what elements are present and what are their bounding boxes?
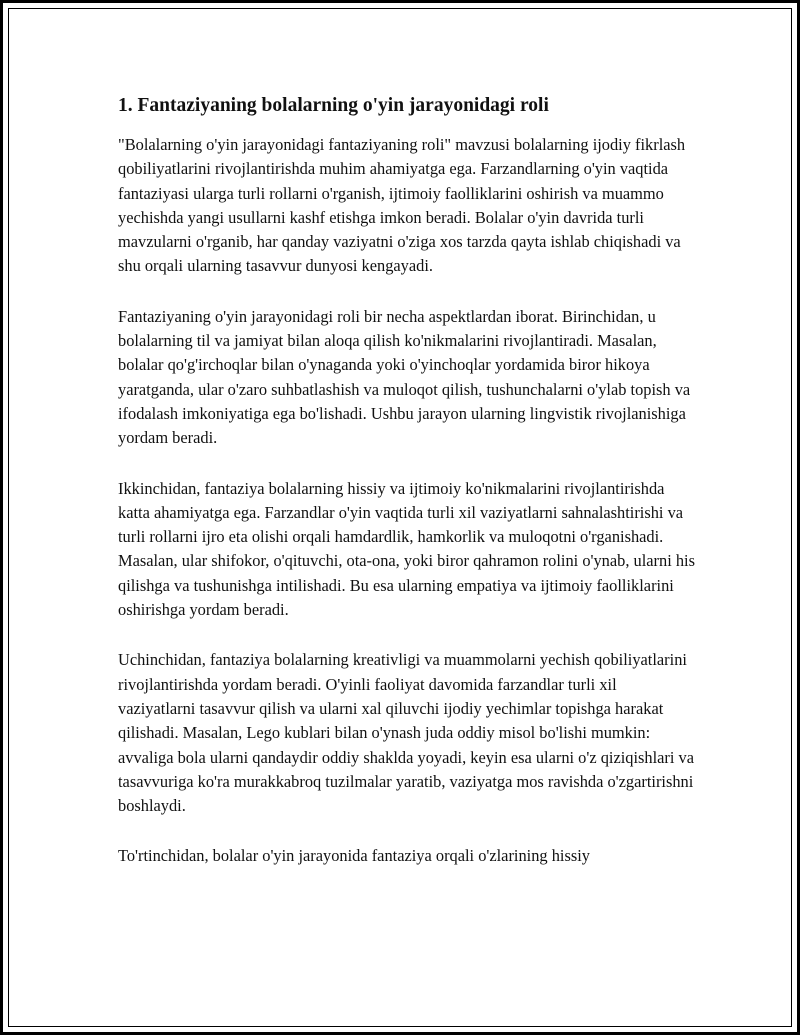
paragraph-second-aspect: Ikkinchidan, fantaziya bolalarning hissiy va ijtimoiy ko'nikmalarini rivojlantirishda katta ahamiyatga ega. Farzandlar o'yin vaqtida turli xil vaziyatlarni sahnalashtirishi va turli rollarni ijro eta olishi orqali hamdardlik, hamkorlik va muloqotni o'rganishadi. Masalan, ular shifokor, o'qituvchi, ota-ona, yoki biror qahramon rolini o'ynab, ularni his qilishga va tushunishga intilishadi. Bu esa ularning empatiya va ijtimoiy faolliklarini oshirishga yordam beradi. bbox=[118, 478, 695, 620]
document-body bbox=[118, 93, 698, 895]
paragraph-intro: "Bolalarning o'yin jarayonidagi fantaziyaning roli" mavzusi bolalarning ijodiy fikrlash qobiliyatlarini rivojlantirishda muhim ahamiyatga ega. Farzandlarning o'yin vaqtida fantaziyasi ularga turli rollarni o'rganish, ijtimoiy faolliklarini oshirish va muammo yechishda yangi usullarni kashf etishga imkon beradi. Bolalar o'yin davrida turli mavzularni o'rganib, har qanday vaziyatni o'ziga xos tarzda qayta ishlab chiqishadi va shu orqali ularning tasavvur dunyosi kengayadi. bbox=[118, 135, 686, 276]
paragraph-fourth-aspect: To'rtinchidan, bolalar o'yin jarayonida fantaziya orqali o'zlarining hissiy bbox=[118, 846, 590, 866]
paragraph-third-aspect: Uchinchidan, fantaziya bolalarning kreativligi va muammolarni yechish qobiliyatlarini rivojlantirishda yordam beradi. O'yinli faoliyat davomida farzandlar turli xil vaziyatlarni tasavvur qilish va ularni xal qiluvchi ijodiy yechimlar topishga harakat qilishadi. Masalan, Lego kublari bilan o'ynash juda oddiy misol bo'lishi mumkin: avvaliga bola ularni qandaydir oddiy shaklda yoyadi, keyin esa ularni o'z qiziqishlari va tasavvuriga ko'ra murakkabroq tuzilmalar yaratib, vaziyatga mos ravishda o'zgartirishni boshlaydi. bbox=[118, 650, 695, 816]
section-heading: 1. Fantaziyaning bolalarning o'yin jarayonidagi roli bbox=[118, 95, 549, 116]
paragraph-first-aspect: Fantaziyaning o'yin jarayonidagi roli bir necha aspektlardan iborat. Birinchidan, u bolalarning til va jamiyat bilan aloqa qilish ko'nikmalarini rivojlantiradi. Masalan, bolalar qo'g'irchoqlar bilan o'ynaganda yoki o'yinchoqlar yordamida biror hikoya yaratganda, ular o'zaro suhbatlashish va muloqot qilish, tushunchalarni o'ylab topish va ifodalash imkoniyatiga ega bo'lishadi. Ushbu jarayon ularning lingvistik rivojlanishiga yordam beradi. bbox=[118, 306, 691, 448]
